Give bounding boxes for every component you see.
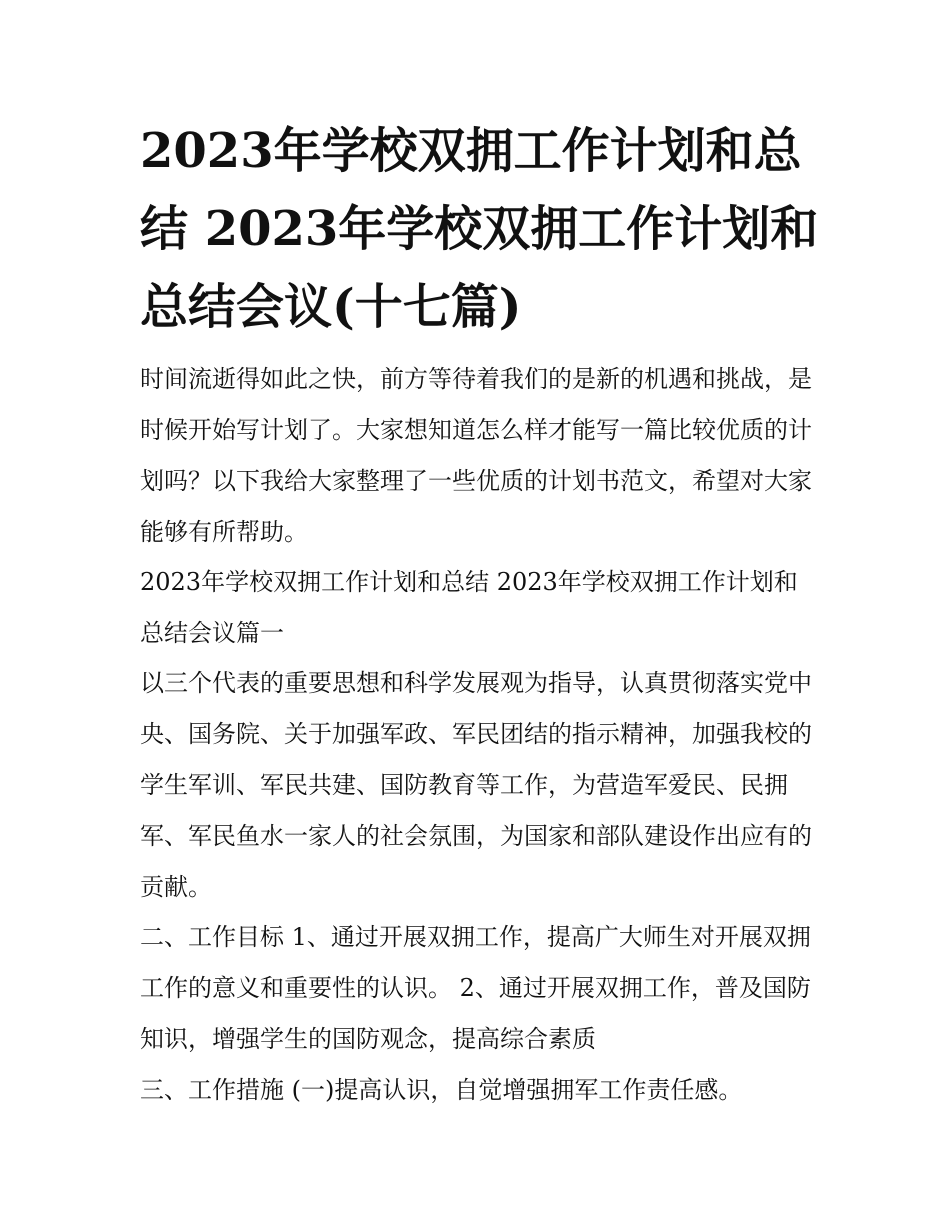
document-title: 2023年学校双拥工作计划和总结 2023年学校双拥工作计划和总结会议(十七篇)	[140, 123, 819, 335]
work-goals-paragraph: 二、工作目标 1、通过开展双拥工作，提高广大师生对开展双拥工作的意义和重要性的认识。 2、通过开展双拥工作，普及国防知识，增强学生的国防观念，提高综合素质	[140, 923, 811, 1053]
guiding-principle-paragraph: 以三个代表的重要思想和科学发展观为指导，认真贯彻落实党中央、国务院、关于加强军政、军民团结的指示精神，加强我校的学生军训、军民共建、国防教育等工作，为营造军爱民、民拥军、军民鱼水一家人的社会氛围，为国家和部队建设作出应有的贡献。	[140, 669, 812, 901]
intro-paragraph: 时间流逝得如此之快，前方等待着我们的是新的机遇和挑战，是时候开始写计划了。大家想知道怎么样才能写一篇比较优质的计划吗？以下我给大家整理了一些优质的计划书范文，希望对大家能够有所帮助。	[140, 365, 812, 546]
work-measures-paragraph: 三、工作措施 (一)提高认识，自觉增强拥军工作责任感。	[140, 1076, 743, 1104]
section-heading: 2023年学校双拥工作计划和总结 2023年学校双拥工作计划和总结会议篇一	[140, 568, 798, 647]
